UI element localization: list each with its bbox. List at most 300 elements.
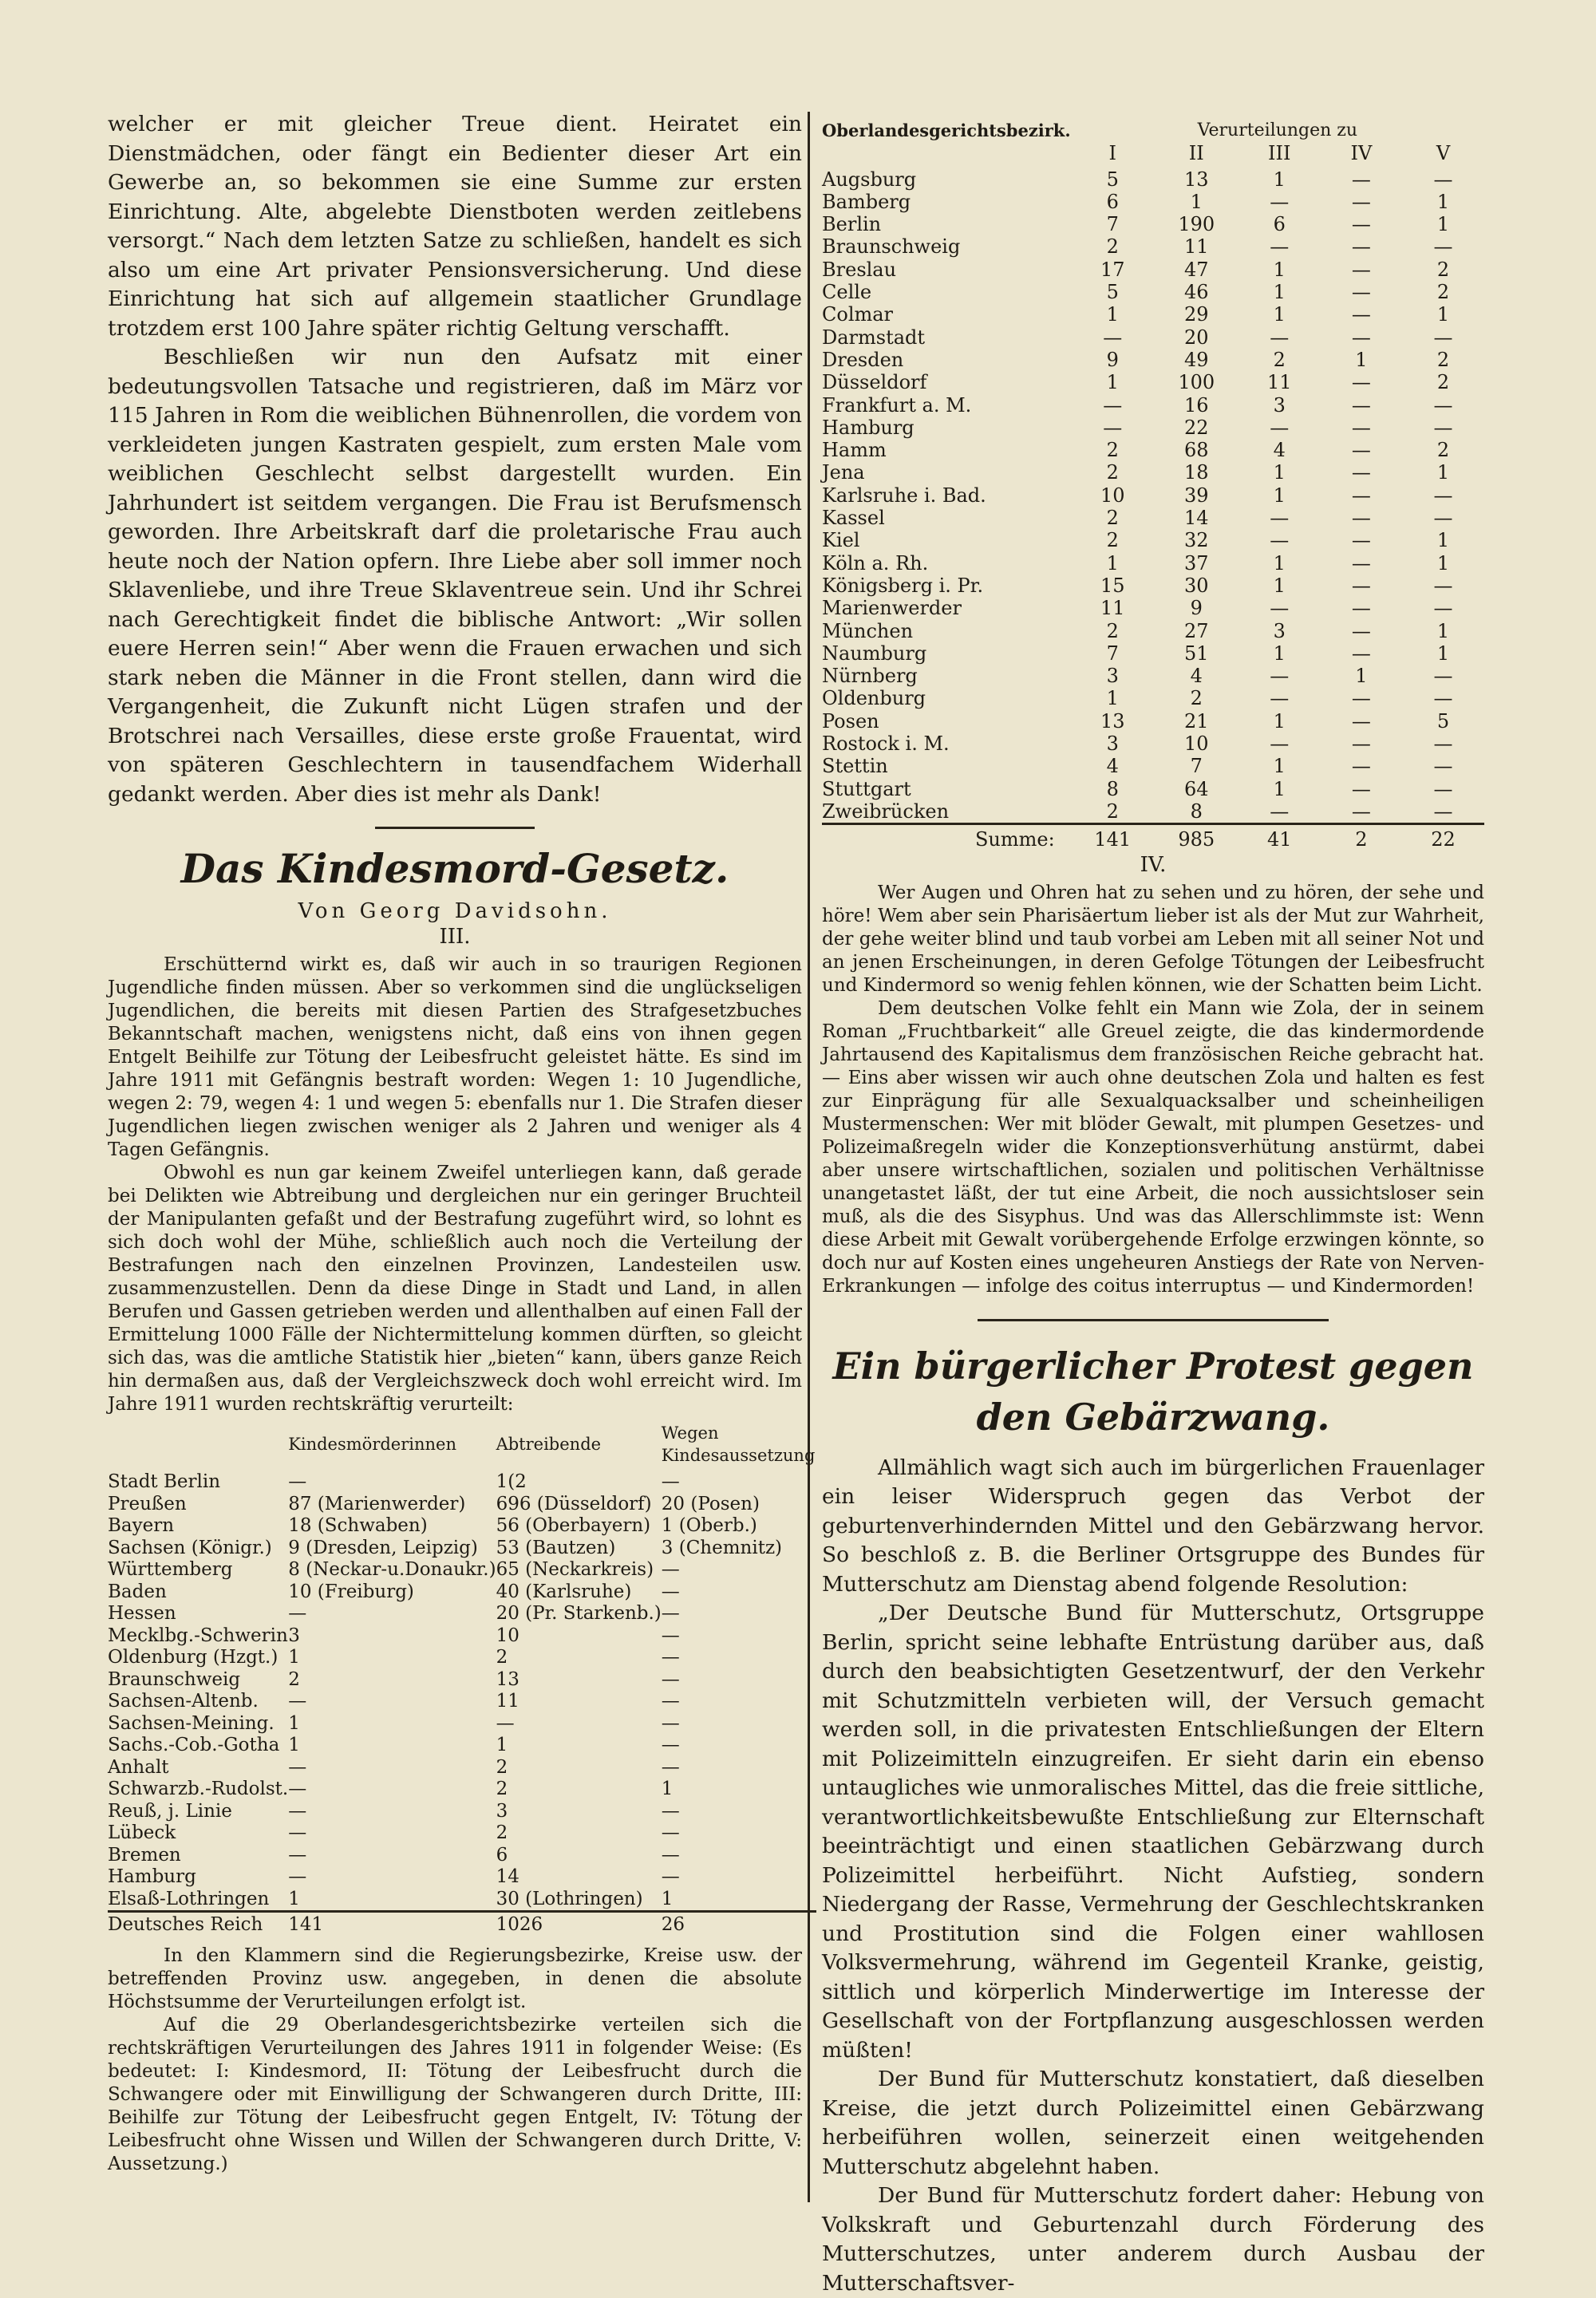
table-cell: Lübeck [108, 1822, 176, 1843]
table-cell: 1 [1273, 574, 1286, 597]
table-cell: — [661, 1844, 680, 1866]
table-cell: 1 [1436, 461, 1450, 484]
district-name: Celle [822, 281, 872, 304]
table-cell: — [1351, 393, 1371, 417]
table-row [822, 778, 1484, 800]
table-cell: 1 [1273, 281, 1286, 304]
district-name: Jena [822, 461, 865, 484]
table-cell: 40 (Karlsruhe) [496, 1581, 632, 1602]
table-cell: — [1351, 619, 1371, 642]
table-cell: Hessen [108, 1603, 176, 1624]
table-cell: Preußen [108, 1493, 187, 1514]
table-cell: 64 [1184, 777, 1209, 800]
district-name: Naumburg [822, 642, 927, 665]
table-row [108, 1471, 816, 1494]
table-row [108, 1625, 816, 1648]
table-row [108, 1494, 816, 1516]
table-cell: — [1270, 326, 1290, 349]
table-cell: 11 [1100, 597, 1125, 620]
table-cell: — [1351, 190, 1371, 213]
table-cell: — [1351, 371, 1371, 394]
table-cell: — [1270, 687, 1290, 710]
table-row [822, 710, 1484, 732]
district-name: Zweibrücken [822, 800, 950, 823]
kindesmord-table [108, 1423, 816, 1937]
table-row [108, 1515, 816, 1538]
table-row [822, 484, 1484, 507]
table-cell: 4 [1106, 755, 1119, 778]
table-row [108, 1757, 816, 1779]
table-cell: — [661, 1822, 680, 1843]
table-cell: 2 [288, 1668, 300, 1690]
table-cell: 1 [1436, 303, 1450, 326]
table-cell: 49 [1184, 348, 1209, 371]
table-total-row [108, 1912, 816, 1937]
table-row [108, 1735, 816, 1757]
table-cell: 20 [1184, 326, 1209, 349]
table-row [822, 529, 1484, 551]
table-cell: 141 [288, 1912, 496, 1937]
table-row [822, 168, 1484, 191]
table-cell: Anhalt [108, 1756, 169, 1778]
table-cell: 13 [1100, 709, 1125, 732]
table-cell: 9 [1190, 597, 1203, 620]
table-cell: — [1351, 484, 1371, 507]
table-row [822, 235, 1484, 258]
table-cell: 14 [496, 1866, 519, 1887]
table-cell: — [1351, 235, 1371, 259]
table-row [108, 1866, 816, 1889]
district-name: Breslau [822, 258, 897, 281]
article2-paragraph: Der Bund für Mutterschutz konstatiert, daß dieselben Kreise, die jetzt durch Polizeimittel einen Gebärzwang herbeiführen wollen, seinerzeit einen weitgehenden Mutterschutz abgelehnt haben. [822, 2067, 1484, 2179]
table-cell: — [1103, 393, 1123, 417]
table-cell: 1(2 [496, 1471, 527, 1492]
section-rule [375, 827, 535, 829]
table-cell: Elsaß-Lothringen [108, 1888, 270, 1909]
district-name: Bamberg [822, 190, 911, 213]
table-cell: — [661, 1581, 680, 1602]
district-name: Darmstadt [822, 326, 926, 349]
table-cell: 1 [1355, 665, 1368, 688]
table-cell: — [1351, 281, 1371, 304]
table-cell: 1 [1436, 213, 1450, 236]
table-cell: 2 [1106, 439, 1119, 462]
table-cell: Mecklbg.-Schwerin [108, 1625, 288, 1646]
table-cell: — [1351, 461, 1371, 484]
table-cell: — [1351, 213, 1371, 236]
district-name: Berlin [822, 213, 882, 236]
table-cell: — [1433, 168, 1453, 191]
table-cell: 3 [496, 1800, 508, 1822]
kindesmord-table-body [108, 1471, 816, 1937]
district-name: Düsseldorf [822, 371, 927, 394]
table-cell: — [288, 1603, 307, 1624]
article2-title: Ein bürgerlicher Protest gegen den Gebärzwang. [832, 1344, 1474, 1439]
table-cell: 1 [1436, 619, 1450, 642]
district-name: Frankfurt a. M. [822, 393, 972, 417]
table-row [822, 687, 1484, 709]
table-cell: Sachsen (Königr.) [108, 1537, 272, 1558]
table-cell: — [1351, 168, 1371, 191]
table-row [108, 1822, 816, 1845]
table-cell: — [1351, 642, 1371, 665]
table-cell: 1 [288, 1712, 300, 1734]
table-cell: — [1270, 529, 1290, 552]
table-cell: — [1351, 258, 1371, 281]
table-row [108, 1801, 816, 1823]
table-row [108, 1889, 816, 1912]
table-cell: 6 [1106, 190, 1119, 213]
table-cell: 13 [496, 1668, 519, 1690]
table-cell: — [1351, 507, 1371, 530]
district-name: Stettin [822, 755, 888, 778]
table-row [108, 1845, 816, 1867]
table-cell: 11 [1184, 235, 1209, 259]
table-cell: 1 [661, 1888, 674, 1909]
table-cell: — [1351, 551, 1371, 574]
table-cell: 1 [1273, 258, 1286, 281]
table-cell: — [1270, 665, 1290, 688]
table-cell: Stadt Berlin [108, 1471, 221, 1492]
table-cell: 9 [1106, 348, 1119, 371]
table-cell: Schwarzb.-Rudolst. [108, 1779, 289, 1799]
table-cell: 10 (Freiburg) [288, 1581, 414, 1602]
table-cell: Deutsches Reich [108, 1912, 288, 1937]
table-row [822, 665, 1484, 687]
table-row [822, 417, 1484, 439]
table-cell: 2 [1106, 529, 1119, 552]
table-cell: 2 [1106, 235, 1119, 259]
table-cell: — [1351, 326, 1371, 349]
district-name: Nürnberg [822, 665, 918, 688]
table-cell: — [1433, 484, 1453, 507]
table-cell: 27 [1184, 619, 1209, 642]
table-cell: — [661, 1647, 680, 1668]
table-cell: 1 [1106, 303, 1119, 326]
table-cell: 3 [1106, 665, 1119, 688]
table-cell: — [1433, 755, 1453, 778]
table-cell: 11 [496, 1691, 519, 1712]
table-row [822, 755, 1484, 777]
article2-paragraph: Der Bund für Mutterschutz fordert daher: Hebung von Volkskraft und Geburtenzahl durch Förderung des Mutterschutzes, unter anderem durch Ausbau der Mutterschaftsver- [822, 2183, 1484, 2296]
table-cell: Hamburg [108, 1866, 196, 1887]
table-cell: — [1351, 687, 1371, 710]
table-cell: 1 [496, 1735, 508, 1755]
table-row [822, 259, 1484, 281]
article-paragraph: Dem deutschen Volke fehlt ein Mann wie Zola, der in seinem Roman „Fruchtbarkeit“ alle Greuel zeigte, die das kindermordende Jahrtausend des Kapitalismus dem französischen Reiche gebracht hat. — Eins aber wissen wir auch ohne deutschen Zola und halten es fest zur Einprägung für alle Sexualquacksalber und scheinheiligen Mustermenschen: Wer mit blöder Gewalt, mit plumpen Gesetzes- und Polizeimaßregeln wider die Konzeptionsverhütung anstürmt, dabei aber unsere wirtschaftlichen, sozialen und politischen Verhältnisse unangetastet läßt, der tut eine Arbeit, die noch aussichtsloser sein muß, als die des Sisyphus. Und was das Allerschlimmste ist: Wenn diese Arbeit mit Gewalt vorübergehende Erfolge erzwingen könnte, so doch nur auf Kosten eines ungeheuren Anstiegs der Rate von Nerven-Erkrankungen — infolge des coitus interruptus — und Kindermorden! [822, 997, 1484, 1297]
table-cell: 1 [1273, 777, 1286, 800]
table-cell: — [661, 1756, 680, 1778]
district-name: Stuttgart [822, 777, 911, 800]
table-cell: Bremen [108, 1844, 181, 1866]
table-cell: 10 [1100, 484, 1125, 507]
table-cell: 4 [1273, 439, 1286, 462]
table-cell: 46 [1184, 281, 1209, 304]
column-header: Kindesmörderinnen [288, 1434, 456, 1454]
table-cell: 1 [1190, 190, 1203, 213]
table-cell: 2 [1106, 619, 1119, 642]
table-cell: Sachs.-Cob.-Gotha [108, 1735, 280, 1755]
district-name: Oldenburg [822, 687, 926, 710]
table-cell: Sachsen-Meining. [108, 1712, 275, 1734]
table-cell: 20 (Pr. Starkenb.) [496, 1603, 662, 1624]
note-paragraph: Auf die 29 Oberlandesgerichtsbezirke verteilen sich die rechtskräftigen Verurteilungen des Jahres 1911 in folgender Weise: (Es bedeutet: I: Kindesmord, II: Tötung der Leibesfrucht durch die Schwangere oder mit Einwilligung der Schwangeren durch Dritte, III: Beihilfe zur Tötung der Leibesfrucht gegen Entgelt, IV: Tötung der Leibesfrucht ohne Wissen und Willen der Schwangeren durch Dritte, V: Aussetzung.) [108, 2014, 802, 2174]
column-header: I [1108, 142, 1116, 165]
table-row [822, 552, 1484, 574]
table-cell: 5 [1106, 281, 1119, 304]
table-cell: 7 [1190, 755, 1203, 778]
table-cell: — [661, 1800, 680, 1822]
table-cell: 68 [1184, 439, 1209, 462]
table-cell: 1 [1273, 303, 1286, 326]
table-cell: Oldenburg (Hzgt.) [108, 1647, 279, 1668]
district-name: Hamm [822, 439, 887, 462]
table-cell: 14 [1184, 507, 1209, 530]
table-row [822, 620, 1484, 642]
table-cell: 9 (Dresden, Leipzig) [288, 1537, 478, 1558]
olg-table [822, 120, 1484, 851]
table-cell: 985 [1155, 824, 1238, 851]
table-cell: — [1351, 709, 1371, 732]
section-number: III. [439, 925, 471, 949]
district-name: Dresden [822, 348, 904, 371]
table-row [108, 1691, 816, 1713]
district-name: Kiel [822, 529, 860, 552]
table-cell: 2 [496, 1756, 508, 1778]
table-row [822, 303, 1484, 326]
column-header: III [1268, 142, 1291, 165]
table-row [822, 642, 1484, 665]
olg-table-body [822, 168, 1484, 851]
table-cell: — [661, 1471, 680, 1492]
table-cell: 1 [1273, 461, 1286, 484]
table-cell: — [1433, 777, 1453, 800]
table-cell: 2 [496, 1822, 508, 1843]
table-cell: 47 [1184, 258, 1209, 281]
table-cell: 1 [288, 1647, 300, 1668]
table-cell: 1 [1106, 687, 1119, 710]
table-cell: — [1433, 416, 1453, 439]
table-cell: — [661, 1668, 680, 1690]
table-cell: — [1351, 303, 1371, 326]
article2-paragraph: „Der Deutsche Bund für Mutterschutz, Ortsgruppe Berlin, spricht seine lebhafte Entrüstung darüber aus, daß durch den beabsichtigten Gesetzentwurf, der den Verkehr mit Schutzmitteln verbieten will, der Versuch gemacht werden soll, in die privatesten Entschließungen der Eltern mit Polizeimitteln einzugreifen. Er sieht darin ein ebenso untaugliches wie unmoralisches Mittel, das die freie sittliche, verantwortlichkeitsbewußte Entschließung zur Elternschaft beeinträchtigt und einen staatlichen Gebärzwang durch Polizeimittel herbeiführt. Nicht Aufstieg, sondern Niedergang der Rasse, Vermehrung der Geschlechtskranken und Prostitution sind die Folgen einer wahllosen Volksvermehrung, während im Gegenteil Kranke, geistig, sittlich und körperlich Minderwertige im Interesse der Gesellschaft von der Fortpflanzung ausgeschlossen werden müßten! [822, 1601, 1484, 2063]
table-cell: 100 [1178, 371, 1215, 394]
intro-paragraph: welcher er mit gleicher Treue dient. Heiratet ein Dienstmädchen, oder fängt ein Bedienter dieser Art ein Gewerbe an, so bekommen sie eine Summe zur ersten Einrichtung. Alte, abgelebte Dienstboten werden zeitlebens versorgt.“ Nach dem letzten Satze zu schließen, handelt es sich also um eine Art privater Pensionsversicherung. Und diese Einrichtung hat sich auf allgemein staatlicher Grundlage trotzdem erst 100 Jahre später richtig Geltung verschafft. [108, 112, 802, 341]
table-cell: — [1433, 235, 1453, 259]
table-row [108, 1713, 816, 1735]
table-cell: — [496, 1712, 515, 1734]
table-cell: — [1433, 665, 1453, 688]
table-cell: 8 [1106, 777, 1119, 800]
table-cell: 5 [1106, 168, 1119, 191]
table-cell: 3 [1273, 619, 1286, 642]
district-name: Augsburg [822, 168, 917, 191]
table-cell: — [661, 1691, 680, 1712]
table-cell: 190 [1178, 213, 1215, 236]
district-header: Oberlandesgerichtsbezirk. [822, 120, 1071, 140]
table-cell: 8 [1190, 800, 1203, 823]
table-cell: Braunschweig [108, 1668, 241, 1690]
table-cell: — [1433, 393, 1453, 417]
table-cell: 20 (Posen) [661, 1493, 760, 1514]
table-cell: 7 [1106, 213, 1119, 236]
table-cell: 3 [1273, 393, 1286, 417]
table-cell: 696 (Düsseldorf) [496, 1493, 652, 1514]
article-paragraph: Wer Augen und Ohren hat zu sehen und zu hören, der sehe und höre! Wem aber sein Pharisäertum lieber ist als der Mut zur Wahrheit, der gehe weiter blind und taub vorbei am Leben mit all seiner Not und an jenen Erscheinungen, in deren Gefolge Tötungen der Leibesfrucht und Kindermord so wenig fehlen können, wie der Schatten beim Licht. [822, 882, 1484, 996]
table-cell: — [1351, 574, 1371, 597]
table-cell: — [288, 1866, 307, 1887]
table-cell: Reuß, j. Linie [108, 1800, 232, 1822]
table-cell: 30 (Lothringen) [496, 1888, 643, 1909]
table-cell: 4 [1190, 665, 1203, 688]
table-cell: — [1270, 235, 1290, 259]
table-cell: 87 (Marienwerder) [288, 1493, 466, 1514]
table-cell: 1 [1355, 348, 1368, 371]
table-cell: — [661, 1625, 680, 1646]
table-cell: 21 [1184, 709, 1209, 732]
article-paragraph: Obwohl es nun gar keinem Zweifel unterliegen kann, daß gerade bei Delikten wie Abtreibung und dergleichen nur ein geringer Bruchteil der Manipulanten gefaßt und der Bestrafung zugeführt wird, so lohnt es sich doch wohl der Mühe, schließlich auch noch die Verteilung der Bestrafungen nach den einzelnen Provinzen, Landesteilen usw. zusammenzustellen. Denn da diese Dinge in Stadt und Land, in allen Berufen und Gassen getrieben werden und allenthalben auf einen Fall der Ermittelung 1000 Fälle der Nichtermittelung kommen dürften, so gleicht sich das, was die amtliche Statistik hier „bieten“ kann, übers ganze Reich hin dermaßen aus, daß der Vergleichszweck doch wohl erreicht wird. Im Jahre 1911 wurden rechtskräftig verurteilt: [108, 1163, 802, 1415]
table-row [822, 326, 1484, 349]
table-cell: — [1433, 507, 1453, 530]
table-cell: — [661, 1603, 680, 1624]
district-name: Kassel [822, 507, 885, 530]
table-cell: — [288, 1779, 307, 1799]
table-cell: 18 (Schwaben) [288, 1515, 428, 1536]
table-cell: — [288, 1822, 307, 1843]
note-paragraph: In den Klammern sind die Regierungsbezirke, Kreise usw. der betreffenden Provinz usw. angegeben, in denen die absolute Höchstsumme der Verurteilungen erfolgt ist. [108, 1945, 802, 2012]
table-cell: — [1351, 529, 1371, 552]
table-cell: — [661, 1559, 680, 1580]
table-cell: — [1103, 326, 1123, 349]
table-cell: — [288, 1800, 307, 1822]
table-cell: — [1270, 800, 1290, 823]
table-cell: 6 [1273, 213, 1286, 236]
table-cell: Baden [108, 1581, 167, 1602]
table-cell: 56 (Oberbayern) [496, 1515, 651, 1536]
table-cell: 13 [1184, 168, 1209, 191]
table-row [108, 1669, 816, 1692]
table-cell: 1 [1436, 551, 1450, 574]
table-row [108, 1603, 816, 1625]
table-cell: 1 [661, 1779, 674, 1799]
table-cell: 1 [1436, 529, 1450, 552]
article2-paragraph: Allmählich wagt sich auch im bürgerlichen Frauenlager ein leiser Widerspruch gegen das Verbot der geburtenverhindernden Mittel und den Gebärzwang hervor. So beschloß z. B. die Berliner Ortsgruppe des Bundes für Mutterschutz am Dienstag abend folgende Resolution: [822, 1455, 1484, 1597]
table-cell: 2 [496, 1779, 508, 1799]
table-cell: 16 [1184, 393, 1209, 417]
district-name: Hamburg [822, 416, 915, 439]
table-cell: 32 [1184, 529, 1209, 552]
table-cell: — [1270, 597, 1290, 620]
table-cell: 2 [496, 1647, 508, 1668]
table-row [108, 1538, 816, 1560]
district-name: Rostock i. M. [822, 732, 950, 756]
table-cell: — [1351, 416, 1371, 439]
table-cell: 2 [1436, 348, 1450, 371]
table-cell: 5 [1436, 709, 1450, 732]
table-cell: — [1433, 597, 1453, 620]
table-row [822, 800, 1484, 824]
left-column [108, 110, 816, 2176]
table-cell: — [1351, 800, 1371, 823]
table-cell: — [1351, 732, 1371, 756]
table-cell: 10 [1184, 732, 1209, 756]
table-cell: — [1270, 732, 1290, 756]
table-row [822, 461, 1484, 484]
table-cell: 2 [1106, 507, 1119, 530]
table-row [822, 394, 1484, 417]
table-cell: 2 [1436, 439, 1450, 462]
table-cell: 15 [1100, 574, 1125, 597]
table-cell: — [288, 1844, 307, 1866]
table-cell: 22 [1184, 416, 1209, 439]
table-cell: — [1351, 597, 1371, 620]
table-cell: 2 [1190, 687, 1203, 710]
table-row [108, 1779, 816, 1801]
table-cell: 1 [1273, 168, 1286, 191]
table-row [822, 732, 1484, 755]
district-name: Karlsruhe i. Bad. [822, 484, 986, 507]
table-cell: 53 (Bautzen) [496, 1537, 616, 1558]
column-header: Abtreibende [496, 1434, 602, 1454]
table-cell: 3 [1106, 732, 1119, 756]
table-cell: 2 [1106, 461, 1119, 484]
intro-paragraph: Beschließen wir nun den Aufsatz mit einer bedeutungsvollen Tatsache und registrieren, daß im März vor 115 Jahren in Rom die weiblichen Bühnenrollen, die vordem von verkleideten jungen Kastraten gespielt, zum ersten Male vom weiblichen Geschlecht selbst dargestellt wurden. Ein Jahrhundert ist seitdem vergangen. Die Frau ist Berufsmensch geworden. Ihre Arbeitskraft darf die proletarische Frau auch heute noch der Nation opfern. Ihre Liebe aber soll immer noch Sklavenliebe, und ihre Treue Sklaventreue sein. Und ihr Schrei nach Gerechtigkeit findet die biblische Antwort: „Wir sollen euere Herren sein!“ Aber wenn die Frauen erwachen und sich stark neben die Männer in die Front stellen, dann wird die Vergangenheit, die Zukunft nicht Lügen strafen und der Brotschrei nach Versailles, diese erste große Frauentat, wird von späteren Geschlechtern in tausendfachem Widerhall gedankt werden. Aber dies ist mehr als Dank! [108, 345, 802, 807]
table-cell: — [1351, 777, 1371, 800]
table-cell: 1 [1436, 190, 1450, 213]
table-cell: Sachsen-Altenb. [108, 1691, 259, 1712]
column-header: V [1436, 142, 1451, 165]
table-row [822, 507, 1484, 529]
section-rule [978, 1319, 1329, 1321]
table-cell: 2 [1436, 281, 1450, 304]
table-cell: — [1433, 326, 1453, 349]
district-name: Königsberg i. Pr. [822, 574, 984, 597]
table-row [822, 213, 1484, 235]
table-cell: — [1270, 416, 1290, 439]
table-cell: — [1433, 687, 1453, 710]
table-cell: — [661, 1866, 680, 1887]
table-cell: — [1103, 416, 1123, 439]
table-cell: 2 [1106, 800, 1119, 823]
table-cell: — [1433, 574, 1453, 597]
table-cell: 3 [288, 1625, 300, 1646]
table-cell: 1026 [496, 1912, 662, 1937]
table-cell: — [661, 1735, 680, 1755]
table-cell: 39 [1184, 484, 1209, 507]
table-cell: 2 [1273, 348, 1286, 371]
table-cell: Bayern [108, 1515, 175, 1536]
table-row [822, 574, 1484, 597]
table-cell: — [288, 1471, 307, 1492]
table-cell: — [288, 1691, 307, 1712]
table-cell: 37 [1184, 551, 1209, 574]
table-cell: 30 [1184, 574, 1209, 597]
table-cell: 1 [1273, 551, 1286, 574]
table-cell: — [1270, 507, 1290, 530]
table-cell: — [1351, 439, 1371, 462]
table-cell: 1 [1273, 755, 1286, 778]
district-name: Colmar [822, 303, 894, 326]
table-cell: 8 (Neckar-u.Donaukr.) [288, 1559, 496, 1580]
table-cell: 2 [1436, 371, 1450, 394]
table-cell: 11 [1267, 371, 1292, 394]
table-cell: 2 [1321, 824, 1402, 851]
table-row [108, 1647, 816, 1669]
total-label: Summe: [822, 824, 1071, 851]
table-cell: 65 (Neckarkreis) [496, 1559, 654, 1580]
table-cell: — [1351, 755, 1371, 778]
table-cell: 1 [1106, 371, 1119, 394]
